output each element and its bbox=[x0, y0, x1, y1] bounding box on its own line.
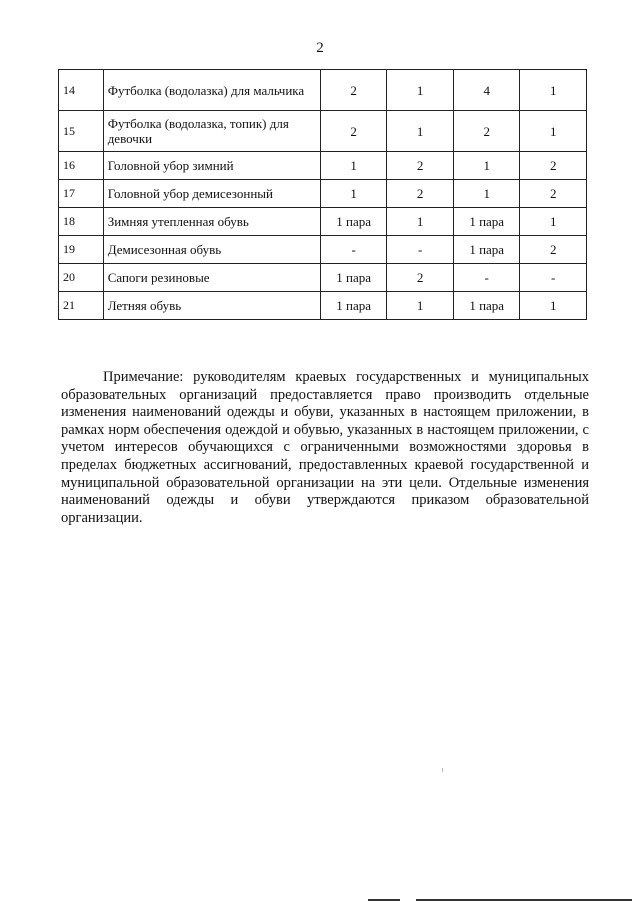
quantity-cell: 1 bbox=[520, 70, 587, 111]
quantity-cell: - bbox=[453, 264, 520, 292]
footer-rule-long bbox=[416, 899, 632, 901]
quantity-cell: - bbox=[387, 236, 454, 264]
quantity-cell: 2 bbox=[387, 264, 454, 292]
quantity-cell: 2 bbox=[320, 70, 387, 111]
quantity-cell: 1 bbox=[387, 292, 454, 320]
quantity-cell: 1 пара bbox=[320, 292, 387, 320]
row-number: 20 bbox=[59, 264, 104, 292]
quantity-cell: 2 bbox=[520, 236, 587, 264]
quantity-cell: 1 bbox=[520, 292, 587, 320]
quantity-cell: 2 bbox=[453, 111, 520, 152]
quantity-cell: 1 пара bbox=[453, 292, 520, 320]
scan-artifact bbox=[442, 768, 443, 772]
quantity-cell: 4 bbox=[453, 70, 520, 111]
footer-rule-short bbox=[368, 899, 400, 901]
row-number: 18 bbox=[59, 208, 104, 236]
item-name: Головной убор зимний bbox=[103, 152, 320, 180]
table-row bbox=[59, 152, 587, 180]
quantity-cell: 1 bbox=[520, 111, 587, 152]
quantity-cell: 1 пара bbox=[453, 236, 520, 264]
table-row bbox=[59, 208, 587, 236]
row-number: 17 bbox=[59, 180, 104, 208]
table-row bbox=[59, 236, 587, 264]
quantity-cell: 1 bbox=[387, 208, 454, 236]
quantity-cell: 1 bbox=[520, 208, 587, 236]
quantity-cell: 1 пара bbox=[453, 208, 520, 236]
table-row bbox=[59, 264, 587, 292]
table-row bbox=[59, 70, 587, 111]
quantity-cell: - bbox=[520, 264, 587, 292]
quantity-cell: 1 bbox=[320, 180, 387, 208]
quantity-cell: 2 bbox=[520, 152, 587, 180]
quantity-cell: 1 bbox=[320, 152, 387, 180]
item-name: Футболка (водолазка) для мальчика bbox=[103, 70, 320, 111]
quantity-cell: 1 bbox=[453, 180, 520, 208]
item-name: Зимняя утепленная обувь bbox=[103, 208, 320, 236]
quantity-cell: 2 bbox=[387, 180, 454, 208]
quantity-cell: - bbox=[320, 236, 387, 264]
table-row bbox=[59, 292, 587, 320]
item-name: Летняя обувь bbox=[103, 292, 320, 320]
row-number: 14 bbox=[59, 70, 104, 111]
item-name: Футболка (водолазка, топик) для девочки bbox=[103, 111, 320, 152]
row-number: 19 bbox=[59, 236, 104, 264]
quantity-cell: 2 bbox=[520, 180, 587, 208]
note-text: Примечание: руководителям краевых государственных и муниципальных образовательных организаций предоставляется право производить отдельные изменения наименований одежды и обуви, указанных в настоящем приложении, в рамках норм обеспечения одеждой и обувью, указанных в настоящем приложении, с учетом интересов обучающихся с ограниченными возможностями здоровья в пределах бюджетных ассигнований, предоставленных краевой государственной и муниципальной образовательной организации на эти цели. Отдельные изменения наименований одежды и обуви утверждаются приказом образовательной организации. bbox=[61, 369, 589, 526]
item-name: Сапоги резиновые bbox=[103, 264, 320, 292]
quantity-cell: 2 bbox=[320, 111, 387, 152]
table-row bbox=[59, 180, 587, 208]
item-name: Демисезонная обувь bbox=[103, 236, 320, 264]
item-name: Головной убор демисезонный bbox=[103, 180, 320, 208]
note-paragraph bbox=[61, 369, 589, 527]
row-number: 21 bbox=[59, 292, 104, 320]
row-number: 16 bbox=[59, 152, 104, 180]
quantity-cell: 1 bbox=[387, 70, 454, 111]
table-row bbox=[59, 111, 587, 152]
quantity-cell: 1 пара bbox=[320, 264, 387, 292]
quantity-cell: 2 bbox=[387, 152, 454, 180]
quantity-cell: 1 bbox=[453, 152, 520, 180]
quantity-cell: 1 bbox=[387, 111, 454, 152]
row-number: 15 bbox=[59, 111, 104, 152]
page-number: 2 bbox=[316, 40, 324, 56]
quantity-cell: 1 пара bbox=[320, 208, 387, 236]
clothing-norms-table bbox=[58, 69, 587, 320]
